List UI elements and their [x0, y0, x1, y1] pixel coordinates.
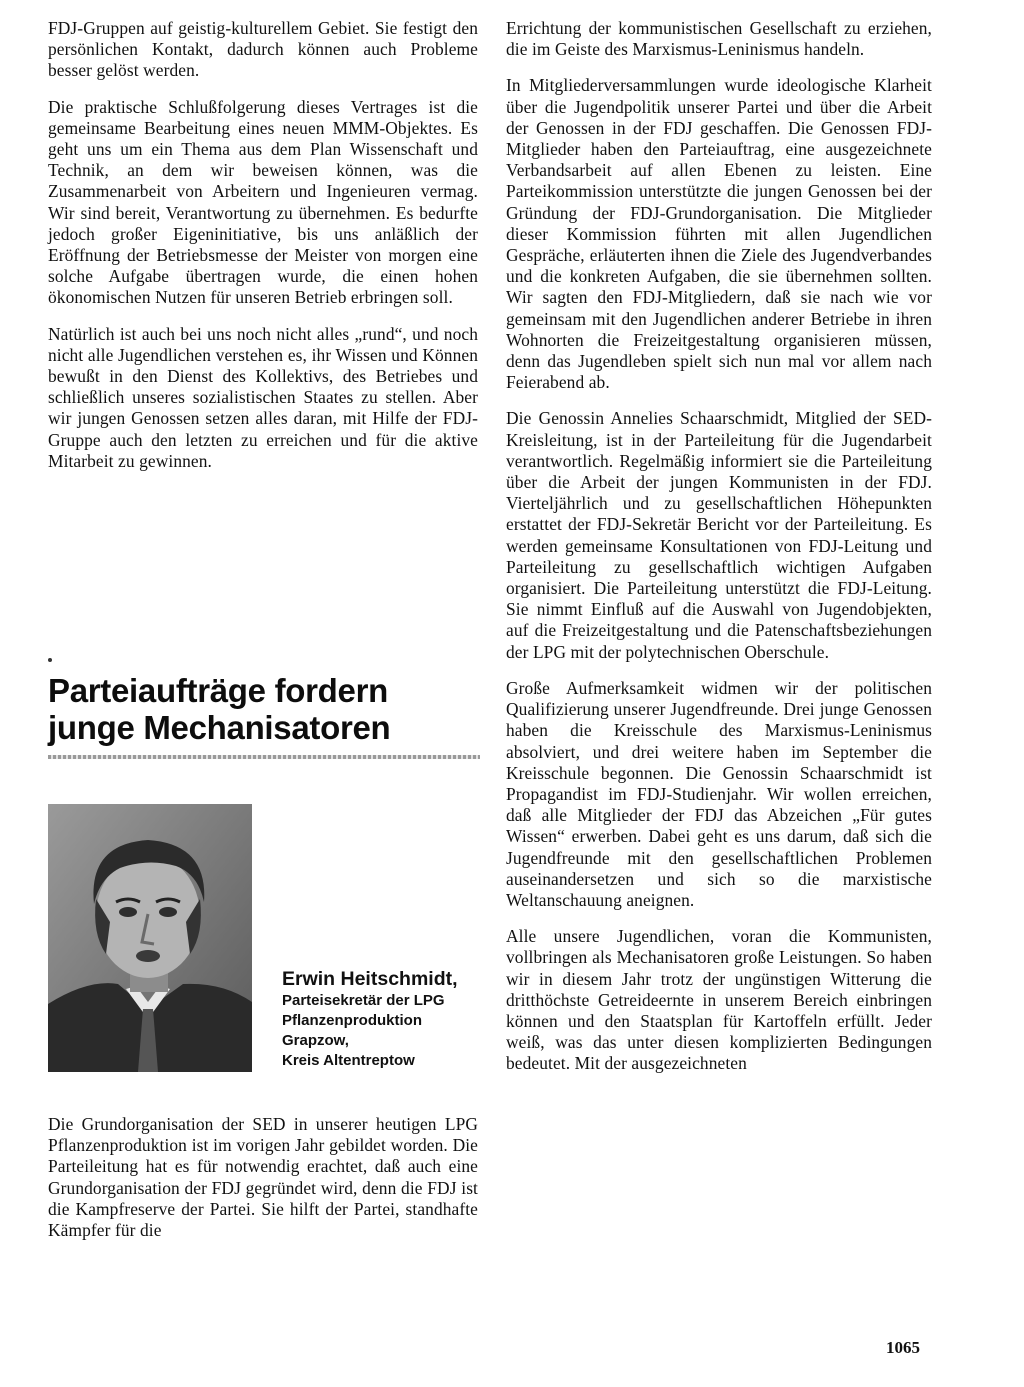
right-paragraph-3: Die Genossin Annelies Schaarschmidt, Mitglied der SED-Kreisleitung, ist in der Parteileitung für die Jugendarbeit verantwortlich. Regelmäßig informiert sie die Parteileitung über die Arbeit der jungen Kommunisten in der FDJ. Vierteljährlich und zu gesellschaftlichen Höhepunkten erstattet der FDJ-Sekretär Bericht vor der Parteileitung. Es werden gemeinsame Konsultationen von FDJ-Leitung und Parteileitung zu gesellschaftlich wichtigen Aufgaben organisiert. Die Parteileitung unterstützt die FDJ-Leitung. Sie nimmt Einfluß auf die Auswahl von Jugendobjekten, auf die Freizeitgestaltung und die Patenschaftsbeziehungen der LPG mit der polytechnischen Oberschule. [506, 408, 932, 662]
page-number: 1065 [886, 1338, 920, 1357]
portrait-illustration [48, 804, 252, 1072]
author-portrait-photo [48, 804, 252, 1072]
article-intro-paragraph: Die Grundorganisation der SED in unserer heutigen LPG Pflanzenproduktion ist im vorigen Jahr gebildet worden. Die Parteileitung hat es für notwendig erachtet, daß auch eine Grundorganisation der FDJ gegründet wird, denn die FDJ ist die Kampfreserve der Partei. Sie hilft der Partei, standhafte Kämpfer für die [48, 1114, 478, 1241]
right-column [506, 18, 932, 1075]
right-paragraph-1: Errichtung der kommunistischen Gesellschaft zu erziehen, die im Geiste des Marxismus-Leninismus handeln. [506, 18, 932, 60]
left-paragraph-3: Natürlich ist auch bei uns noch nicht alles „rund“, und noch nicht alle Jugendlichen verstehen es, ihr Wissen und Können bewußt in den Dienst des Kollektivs, des Betriebes und schließlich unseres sozialistischen Staates zu stellen. Aber wir jungen Genossen setzen alles daran, mit Hilfe der FDJ-Gruppe auch den letzten zu erreichen und für die aktive Mitarbeit zu gewinnen. [48, 323, 478, 471]
author-role: Parteisekretär der LPG Pflanzenproduktion Grapzow, Kreis Altentreptow [282, 992, 445, 1069]
article-intro [48, 1114, 478, 1241]
right-paragraph-5: Alle unsere Jugendlichen, voran die Kommunisten, vollbringen als Mechanisatoren große Leistungen. So haben wir in diesem Jahr trotz der ungünstigen Witterung die dritthöchste Getreideernte in unserem Bereich einbringen können und den Staatsplan für Kartoffeln erfüllt. Jeder weiß, was das unter diesen komplizierten Bedingungen bedeutet. Mit der ausgezeichneten [506, 926, 932, 1074]
right-paragraph-4: Große Aufmerksamkeit widmen wir der politischen Qualifizierung unserer Jugendfreunde. Drei junge Genossen haben die Kreisschule des Marxismus-Leninismus absolviert, und drei weitere haben im September die Kreisschule begonnen. Die Genossin Schaarschmidt ist Propagandist im FDJ-Studienjahr. Wir wollen erreichen, daß alle Mitglieder der FDJ das Abzeichen „Für gutes Wissen“ erwerben. Dabei geht es uns darum, daß sich die Jugendfreunde mit den gesellschaftlichen Problemen auseinandersetzen und sich so die marxistische Weltanschauung aneignen. [506, 677, 932, 910]
author-name: Erwin Heitschmidt, [282, 968, 458, 990]
headline-rule [48, 755, 480, 759]
left-paragraph-2: Die praktische Schlußfolgerung dieses Vertrages ist die gemeinsame Bearbeitung eines neuen MMM-Objektes. Es geht uns um ein Thema aus dem Plan Wissenschaft und Technik, an dem wir beweisen können, was die Zusammenarbeit von Arbeitern und Ingenieuren vermag. Wir sind bereit, Verantwortung zu übernehmen. Es bedurfte jedoch großer Eigeninitiative, bis uns anläßlich der Eröffnung der Betriebsmesse der Meister von morgen eine solche Aufgabe übertragen wurde, die einen hohen ökonomischen Nutzen für unseren Betrieb erbringen soll. [48, 96, 478, 308]
left-column [48, 18, 478, 472]
article-headline [48, 672, 488, 746]
right-paragraph-2: In Mitgliederversammlungen wurde ideologische Klarheit über die Jugendpolitik unserer Partei und über die Arbeit der Genossen in der FDJ geschaffen. Die Genossen FDJ-Mitglieder haben den Parteiauftrag, eine ausgezeichnete Verbandsarbeit auf allen Ebenen zu leisten. Eine Parteikommission unterstützte die jungen Genossen bei der Gründung der FDJ-Grundorganisation. Die Mitglieder dieser Kommission führten mit allen Jugendlichen Gespräche, erläuterten ihnen die Ziele des Jugendverbandes und die konkreten Aufgaben, die sie übernehmen sollten. Wir sagten den FDJ-Mitgliedern, daß sie nach wie vor gemeinsam mit den Jugendlichen anderer Betriebe in ihren Wohnorten die Freizeitgestaltung organisieren müssen, denn das Jugendleben spielt sich nun mal vor allem nach Feierabend ab. [506, 75, 932, 393]
author-caption [282, 968, 482, 1071]
headline-line-1: Parteiaufträge fordern [48, 672, 388, 709]
decorative-dot [48, 658, 52, 662]
left-paragraph-1: FDJ-Gruppen auf geistig-kulturellem Gebiet. Sie festigt den persönlichen Kontakt, dadurch können auch Probleme besser gelöst werden. [48, 18, 478, 81]
headline-line-2: junge Mechanisatoren [48, 709, 391, 746]
